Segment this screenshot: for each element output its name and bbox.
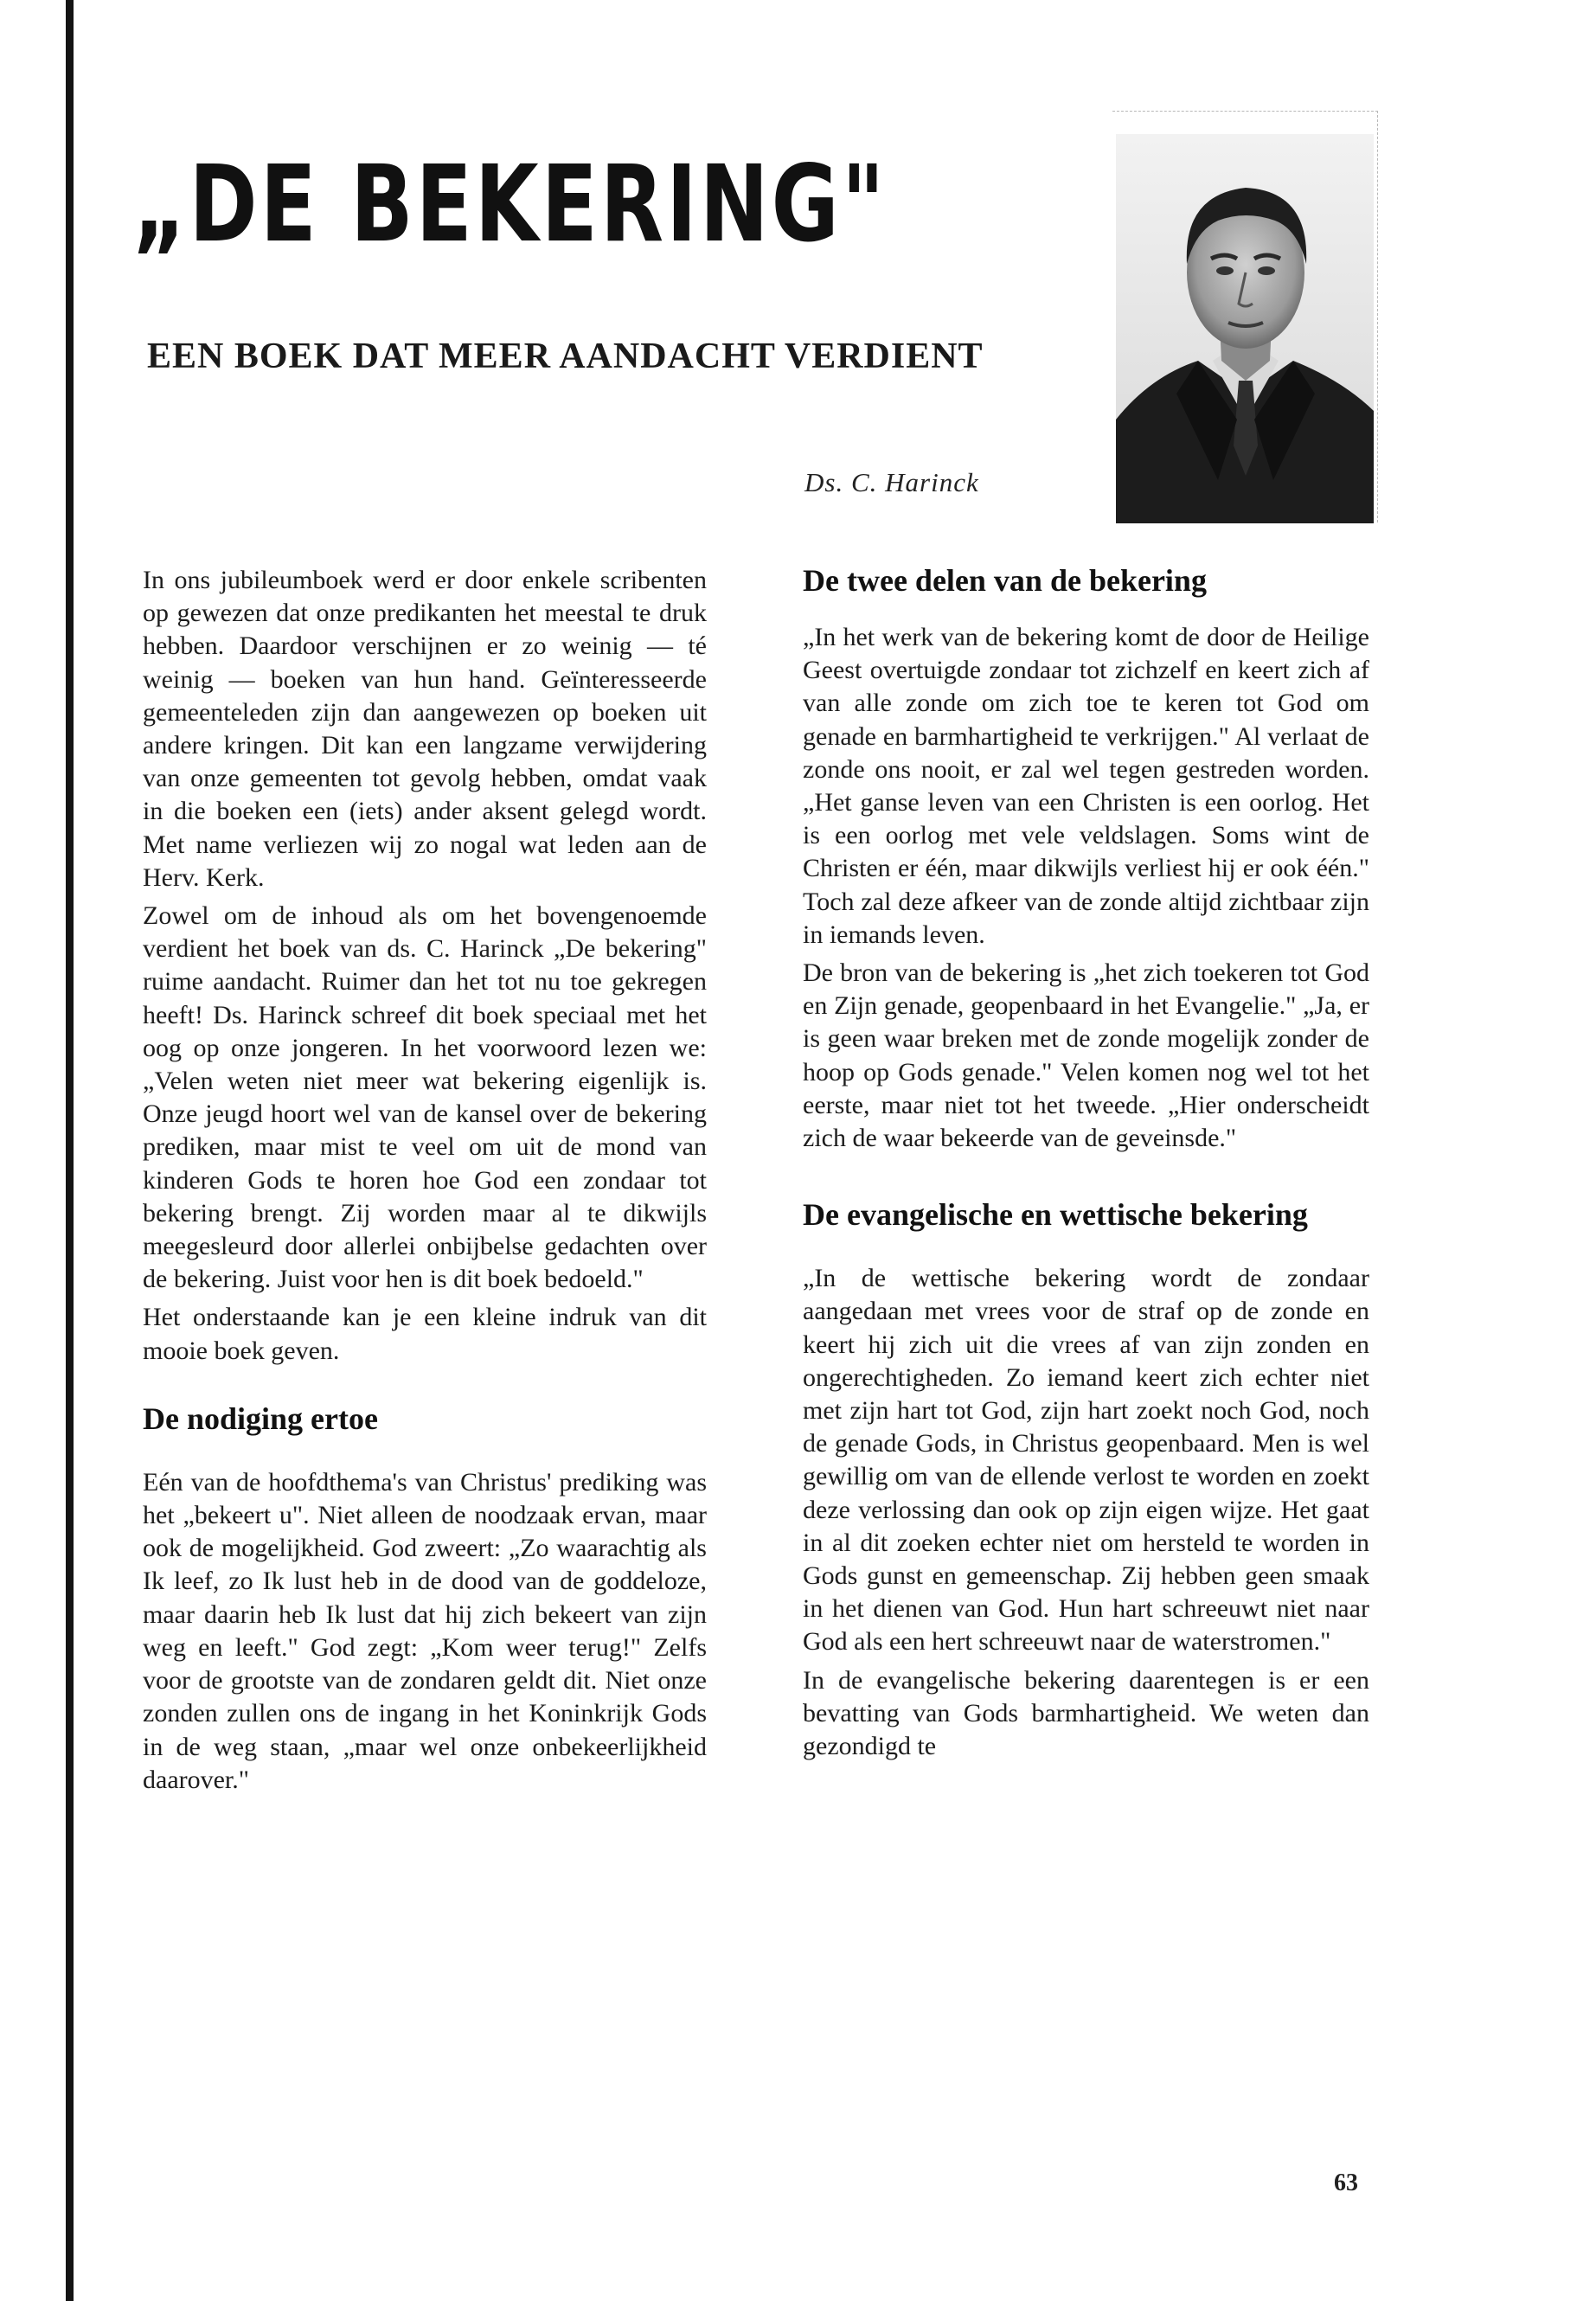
- page-number: 63: [1334, 2170, 1358, 2196]
- left-paragraph-3: Het onderstaande kan je een kleine indruk van dit mooie boek geven.: [143, 1303, 707, 1365]
- article-subtitle: EEN BOEK DAT MEER AANDACHT VERDIENT: [147, 336, 984, 376]
- left-paragraph-4: Eén van de hoofdthema's van Christus' prediking was het „bekeert u". Niet alleen de noodzaak ervan, maar ook de mogelijkheid. God zweert: „Zo waarachtig als Ik leef, zo Ik lust heb in de dood van de goddeloze, maar daarin heb Ik lust dat hij zich bekeert van zijn weg en leeft." God zegt: „Kom weer terug!" Zelfs voor de grootste van de zondaren geldt dit. Niet onze zonden zullen ons de ingang in het Koninkrijk Gods in de weg staan, „maar wel onze onbekeerlijkheid daarover.": [143, 1467, 707, 1794]
- left-paragraph-2: Zowel om de inhoud als om het bovengenoemde verdient het boek van ds. C. Harinck „De bekering" ruime aandacht. Ruimer dan het tot nu toe gekregen heeft! Ds. Harinck schreef dit boek speciaal met het oog op onze jongeren. In het voorwoord lezen we: „Velen weten niet meer wat bekering eigenlijk is. Onze jeugd hoort wel van de kansel over de bekering prediken, maar mist te veel om uit de mond van kinderen Gods te horen hoe God een zondaar tot bekering brengt. Zij worden maar al te dikwijls meegesleurd door allerlei onbijbelse gedachten over de bekering. Juist voor hen is dit boek bedoeld.": [143, 901, 707, 1294]
- heading-nodiging: De nodiging ertoe: [143, 1400, 378, 1436]
- right-column: [803, 562, 1369, 1768]
- article-title: „DE BEKERING": [132, 143, 888, 266]
- article-author: Ds. C. Harinck: [804, 467, 979, 497]
- portrait-icon: [1116, 134, 1374, 523]
- page-margin-rule: [66, 0, 74, 2301]
- right-paragraph-1: „In het werk van de bekering komt de door de Heilige Geest overtuigde zondaar tot zichzelf en keert zich af van alle zonde om zich toe te keren tot God om genade en barmhartigheid te verkrijgen." Al verlaat de zonde ons nooit, er zal wel tegen gestreden worden. „Het ganse leven van een Christen is een oorlog. Het is een oorlog met vele veldslagen. Soms wint de Christen er één, maar dikwijls verliest hij er ook één." Toch zal deze afkeer van de zonde altijd zichtbaar zijn in iemands leven.: [803, 623, 1369, 949]
- heading-evangelische-wettische: De evangelische en wettische bekering: [803, 1197, 1308, 1233]
- author-portrait: [1116, 134, 1374, 523]
- left-column: [143, 564, 707, 1802]
- right-paragraph-4: In de evangelische bekering daarentegen is er een bevatting van Gods barmhartigheid. We weten dan gezondigd te: [803, 1665, 1369, 1761]
- right-paragraph-3: „In de wettische bekering wordt de zondaar aangedaan met vrees voor de straf op de zonde en keert hij zich uit die vrees af van zijn zonden en ongerechtigheden. Zo iemand keert zich echter niet met zijn hart tot God, zijn hart zoekt noch God, noch de genade Gods, in Christus geopenbaard. Men is wel gewillig om van de ellende verlost te worden en zoekt deze verlossing dan ook op zijn eigen wijze. Het gaat in al dit zoeken echter niet om hersteld te worden in Gods gunst en gemeenschap. Zij hebben geen smaak in het dienen van God. Hun hart schreeuwt niet naar God als een hert schreeuwt naar de waterstromen.": [803, 1264, 1369, 1657]
- right-paragraph-2: De bron van de bekering is „het zich toekeren tot God en Zijn genade, geopenbaard in het Evangelie." „Ja, er is geen waar breken met de zonde mogelijk zonder de hoop op Gods genade." Velen komen nog wel tot het eerste, maar niet tot het tweede. „Hier onderscheidt zich de waar bekeerde van de geveinsde.": [803, 958, 1369, 1153]
- heading-twee-delen: De twee delen van de bekering: [803, 563, 1207, 598]
- left-paragraph-1: In ons jubileumboek werd er door enkele scribenten op gewezen dat onze predikanten het meestal te druk hebben. Daardoor verschijnen er zo weinig — té weinig — boeken van hun hand. Geïnteresseerde gemeenteleden zijn dan aangewezen op boeken uit andere kringen. Dit kan een langzame verwijdering van onze gemeenten tot gevolg hebben, omdat vaak in die boeken een (iets) ander aksent gelegd wordt. Met name verliezen wij zo nogal wat leden aan de Herv. Kerk.: [143, 566, 707, 892]
